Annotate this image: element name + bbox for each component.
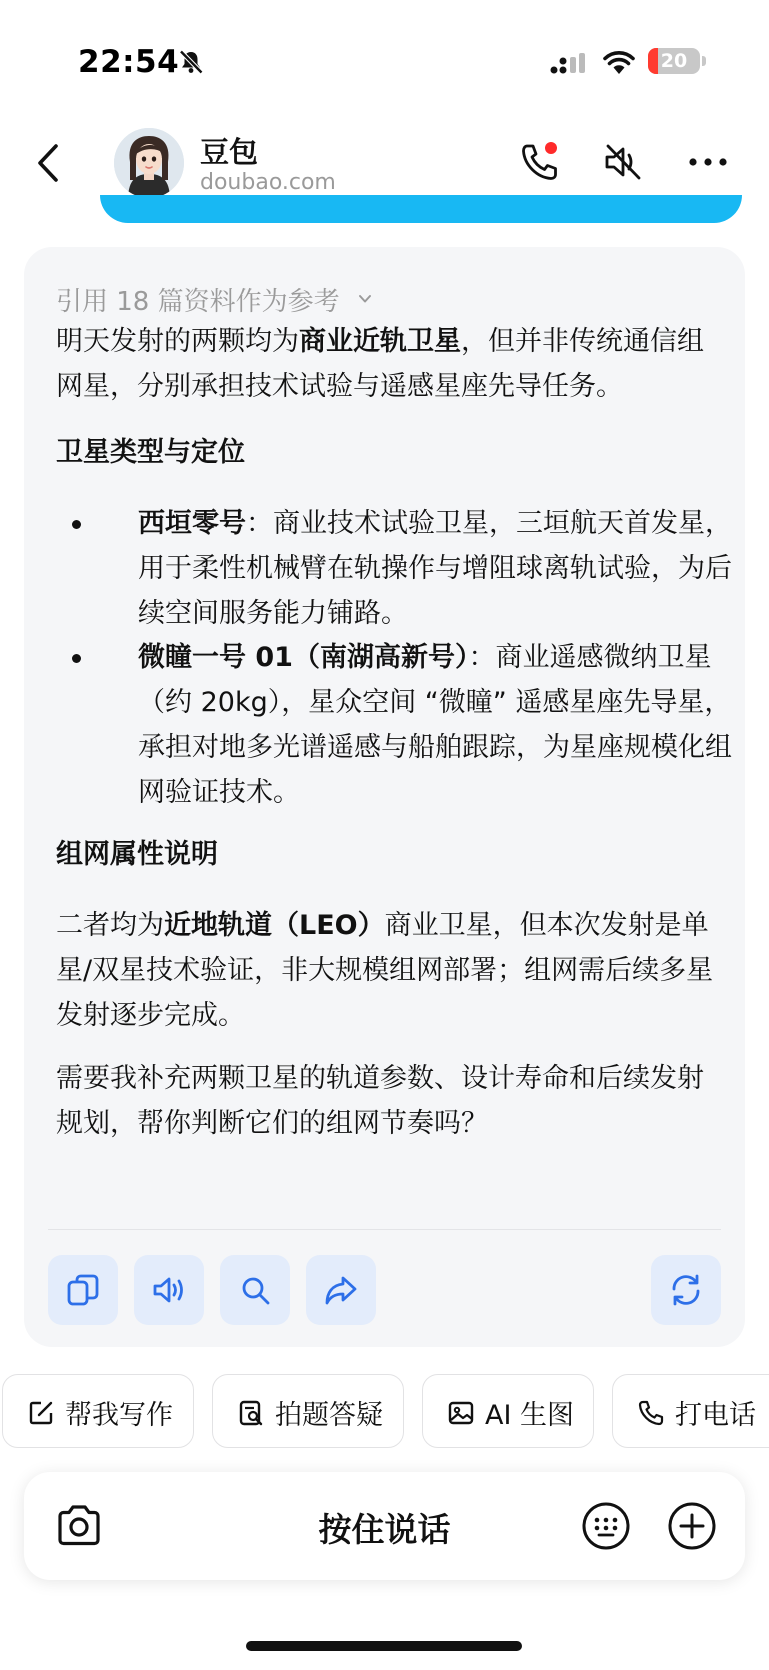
search-icon	[237, 1272, 273, 1308]
hold-to-talk-button[interactable]: 按住说话	[318, 1510, 451, 1549]
ai-message-card	[24, 247, 745, 1347]
read-aloud-button[interactable]	[134, 1255, 204, 1325]
keyboard-icon[interactable]	[580, 1500, 632, 1552]
list-item-body: ：商业技术试验卫星，三垣航天首发星，用于柔性机械臂在轨操作与增阻球离轨试验，为后续空间服务能力铺路。	[138, 508, 732, 629]
speaker-icon	[151, 1272, 187, 1308]
list-item	[72, 635, 732, 815]
references-toggle[interactable]	[56, 281, 372, 318]
chevron-down-icon	[358, 292, 372, 306]
quick-action-call[interactable]	[612, 1374, 769, 1448]
cellular-signal-icon	[550, 52, 588, 76]
phone-call-icon[interactable]	[518, 140, 562, 184]
network-bold: 近地轨道（LEO）	[164, 910, 385, 941]
status-bar	[0, 0, 769, 118]
avatar-image	[114, 128, 184, 198]
photo-question-icon	[237, 1399, 265, 1427]
intro-bold: 商业近轨卫星	[299, 326, 461, 357]
quick-action-write[interactable]	[2, 1374, 194, 1448]
share-button[interactable]	[306, 1255, 376, 1325]
list-item-bold: 西垣零号	[138, 508, 246, 539]
list-item-text	[138, 635, 732, 815]
list-item-bold: 微瞳一号 01（南湖高新号）	[138, 642, 469, 673]
battery-icon	[648, 48, 700, 74]
phone-icon	[637, 1399, 665, 1427]
followup-paragraph: 需要我补充两颗卫星的轨道参数、设计寿命和后续发射规划，帮你判断它们的组网节奏吗？	[56, 1063, 704, 1139]
home-indicator[interactable]	[246, 1641, 522, 1651]
input-bar	[24, 1472, 745, 1580]
quick-action-photo-question[interactable]	[212, 1374, 404, 1448]
section-heading-network: 组网属性说明	[56, 839, 218, 870]
section-heading-types: 卫星类型与定位	[56, 437, 245, 468]
bot-name: 豆包	[200, 135, 259, 169]
regenerate-button[interactable]	[651, 1255, 721, 1325]
network-text: 二者均为	[56, 910, 164, 941]
plus-icon[interactable]	[666, 1500, 718, 1552]
bell-slash-icon	[178, 49, 204, 75]
quick-action-label: AI 生图	[485, 1400, 575, 1431]
status-time: 22:54	[78, 44, 180, 80]
intro-text: 明天发射的两颗均为	[56, 326, 299, 357]
previous-message-bubble	[100, 195, 742, 223]
intro-text-end: ，但并非传统通信组网星，分别承担技术试验与遥感星座先导任务。	[56, 326, 704, 402]
image-icon	[447, 1399, 475, 1427]
network-paragraph	[56, 903, 716, 1038]
share-icon	[323, 1272, 359, 1308]
avatar[interactable]	[114, 128, 184, 198]
quick-action-label: 拍题答疑	[275, 1400, 383, 1431]
quick-action-ai-image[interactable]	[422, 1374, 594, 1448]
copy-button[interactable]	[48, 1255, 118, 1325]
battery-level: 20	[660, 50, 688, 72]
copy-icon	[65, 1272, 101, 1308]
intro-paragraph	[56, 319, 716, 409]
divider	[48, 1229, 721, 1230]
bullet-dot	[72, 654, 81, 663]
quick-action-label: 打电话	[675, 1400, 756, 1431]
references-label: 引用 18 篇资料作为参考	[56, 287, 340, 317]
list-item	[72, 501, 732, 636]
back-chevron-icon[interactable]	[30, 138, 70, 188]
bot-domain: doubao.com	[200, 170, 336, 195]
quick-actions-bar	[0, 1374, 769, 1450]
list-item-body: ：商业遥感微纳卫星（约 20kg），星众空间 “微瞳” 遥感星座先导星，承担对地多光谱遥感与船舶跟踪，为星座规模化组网验证技术。	[138, 642, 732, 808]
network-text-end: 商业卫星，但本次发射是单星/双星技术验证，非大规模组网部署；组网需后续多星发射逐步完成。	[56, 910, 714, 1031]
speaker-muted-icon[interactable]	[601, 140, 645, 184]
quick-action-label: 帮我写作	[65, 1400, 173, 1431]
bullet-dot	[72, 520, 81, 529]
regenerate-icon	[668, 1272, 704, 1308]
battery-cap	[702, 56, 706, 66]
search-button[interactable]	[220, 1255, 290, 1325]
wifi-icon	[602, 48, 636, 76]
more-dots-icon[interactable]	[686, 142, 730, 182]
list-item-text	[138, 501, 732, 636]
edit-icon	[27, 1399, 55, 1427]
